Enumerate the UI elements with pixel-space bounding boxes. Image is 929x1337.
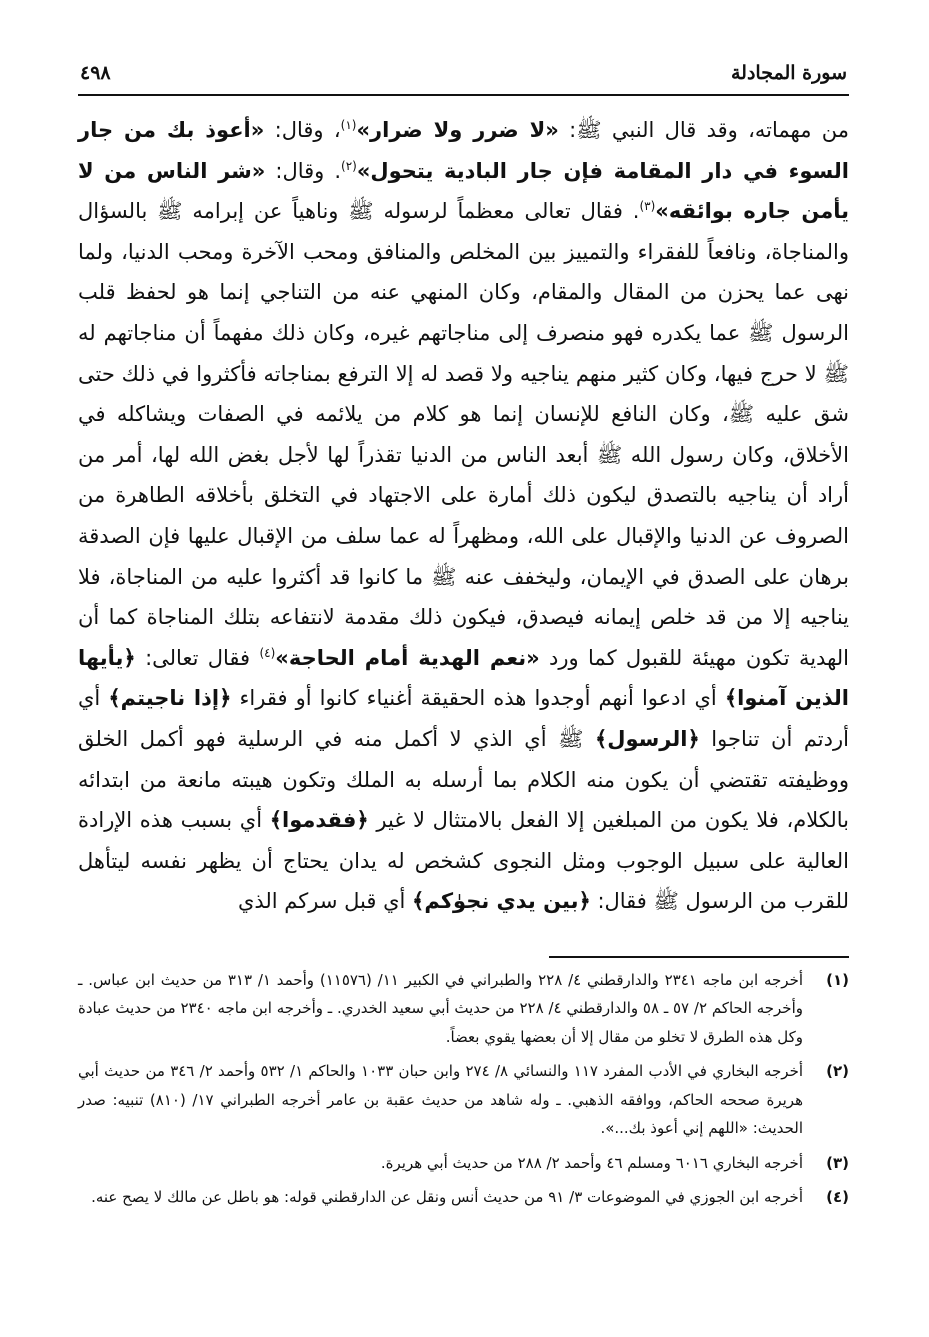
page-header <box>78 58 849 96</box>
footnote-number: (١) <box>826 970 849 989</box>
footnote-ref[interactable]: (١) <box>340 118 357 132</box>
footnote-item <box>78 1149 849 1178</box>
body-paragraph <box>78 110 849 922</box>
footnote-ref[interactable]: (٤) <box>259 645 276 660</box>
text-run: من مهماته، وقد قال النبي ﷺ: <box>558 118 850 142</box>
text-run: أي ادعوا أنهم أوجدوا هذه الحقيقة أغنياء كانوا أو فقراء <box>231 686 725 711</box>
quran-quote: ﴿فقدموا﴾ <box>269 808 369 833</box>
hadith-quote: «لا ضرر ولا ضرار» <box>356 118 559 142</box>
footnote-number: (٣) <box>826 1153 849 1172</box>
footnote-item <box>78 1183 849 1212</box>
quran-quote: ﴿إذا ناجيتم﴾ <box>108 686 232 711</box>
quran-quote: ﴿الرسول﴾ <box>594 726 700 751</box>
book-page <box>78 58 849 1318</box>
footnote-ref[interactable]: (٣) <box>639 199 656 214</box>
footnote-separator <box>549 956 849 958</box>
footnote-text: أخرجه ابن الجوزي في الموضوعات ٣/ ٩١ من حديث أنس ونقل عن الدارقطني قوله: هو باطل عن مالك لا يصح عنه. <box>91 1188 803 1207</box>
page-number: ٤٩٨ <box>80 62 111 84</box>
quran-quote: ﴿يأيها الذين آمنوا﴾ <box>78 645 850 711</box>
text-run: ، وقال: <box>264 118 341 142</box>
text-run: فقال تعالى: <box>135 645 260 670</box>
footnotes <box>78 966 849 1212</box>
text-run: ﷺ أي الذي لا أكمل منه في الرسلية فهو أكمل الخلق ووظيفته تقتضي أن يكون منه الكلام بما أرسله به الملك وتكون هيبته مانعة من ابتدائه بالكلام، فلا يكون من المبلغين إلا الفعل بالامتثال لا غير <box>78 726 849 833</box>
footnote-item <box>78 1057 849 1143</box>
surah-title: سورة المجادلة <box>730 62 847 84</box>
text-run: أي بسبب هذه الإرادة العالية على سبيل الوجوب ومثل النجوى كشخص له يدان يحتاج أن يظهر نفسه ليتأهل للقرب من الرسول ﷺ فقال: <box>78 808 849 914</box>
footnote-text: أخرجه البخاري في الأدب المفرد ١١٧ والنسائي ٨/ ٢٧٤ وابن حبان ١٠٣٣ والحاكم ١/ ٥٣٢ وأحمد ٢/ ٣٤٦ من حديث أبي هريرة صححه الحاكم، ووافقه الذهبي. ـ وله شاهد من حديث عقبة بن عامر أخرجه الطبراني ١٧/ (٨١٠) تنبيه: صدر الحديث: «اللهم إني أعوذ بك...». <box>78 1062 804 1138</box>
footnote-text: أخرجه البخاري ٦٠١٦ ومسلم ٤٦ وأحمد ٢/ ٢٨٨ من حديث أبي هريرة. <box>380 1153 803 1172</box>
footnote-ref[interactable]: (٢) <box>341 158 357 173</box>
footnote-number: (٤) <box>826 1188 849 1207</box>
text-run: أي أردتم أن تناجوا <box>78 686 849 751</box>
text-run: . وقال: <box>265 158 342 183</box>
hadith-quote: «شر الناس من لا يأمن جاره بوائقه» <box>78 158 849 224</box>
footnote-number: (٢) <box>826 1062 849 1081</box>
text-run: . فقال تعالى معظماً لرسوله ﷺ وناهياً عن إبرامه ﷺ بالسؤال والمناجاة، ونافعاً للفقراء والتمييز بين المخلص والمنافق ومحب الآخرة ومحب الدنيا، ولما نهى عما يحزن من المقال والمقام، وكان المنهي عنه من التناجي إنما هو لحفظ قلب الرسول ﷺ عما يكدره فهو منصرف إلى مناجاتهم غيره، وكان ذلك مفهماً أن مناجاتهم له ﷺ لا حرج فيها، وكان كثير منهم يناجيه ولا قصد له إلا الترفع بمناجاته فأكثروا في ذلك حتى شق عليه ﷺ، وكان النافع للإنسان إنما هو كلام من يلائمه في الصفات ويشاكله في الأخلاق، وكان رسول الله ﷺ أبعد الناس من الدنيا تقذراً لها لأجل بغض الله لها، أمر من أراد أن يناجيه بالتصدق ليكون ذلك أمارة على الاجتهاد في التخلق بأخلاقه الطاهرة من الصروف عن الدنيا والإقبال على الله، ومظهراً له عما سلف من الإقبال عليها فإن الصدقة برهان على الصدق في الإيمان، وليخفف عنه ﷺ ما كانوا قد أكثروا عليه من المناجاة، فلا يناجيه إلا من قد خلص إيمانه فيصدق، فيكون ذلك مقدمة لانتفاعه بتلك المناجاة كما أن الهدية تكون مهيئة للقبول كما ورد <box>78 199 849 670</box>
footnote-text: أخرجه ابن ماجه ٢٣٤١ والدارقطني ٤/ ٢٢٨ والطبراني في الكبير ١١/ (١١٥٧٦) وأحمد ١/ ٣١٣ من حديث ابن عباس. ـ وأخرجه الحاكم ٢/ ٥٧ ـ ٥٨ والدارقطني ٤/ ٢٢٨ من حديث أبي سعيد الخدري. ـ وأخرجه ابن ماجه ٢٣٤٠ من حديث عبادة وكل هذه الطرق لا تخلو من مقال إلا أن بعضها يقوي بعضاً. <box>78 970 804 1046</box>
hadith-quote: «أعوذ بك من جار السوء في دار المقامة فإن جار البادية يتحول» <box>78 118 849 183</box>
text-run: أي قبل سركم الذي <box>237 889 413 914</box>
main-text <box>78 110 849 922</box>
quran-quote: ﴿بين يدي نجوٰكم﴾ <box>412 889 591 914</box>
footnote-item <box>78 966 849 1052</box>
hadith-quote: «نعم الهدية أمام الحاجة» <box>275 645 540 670</box>
